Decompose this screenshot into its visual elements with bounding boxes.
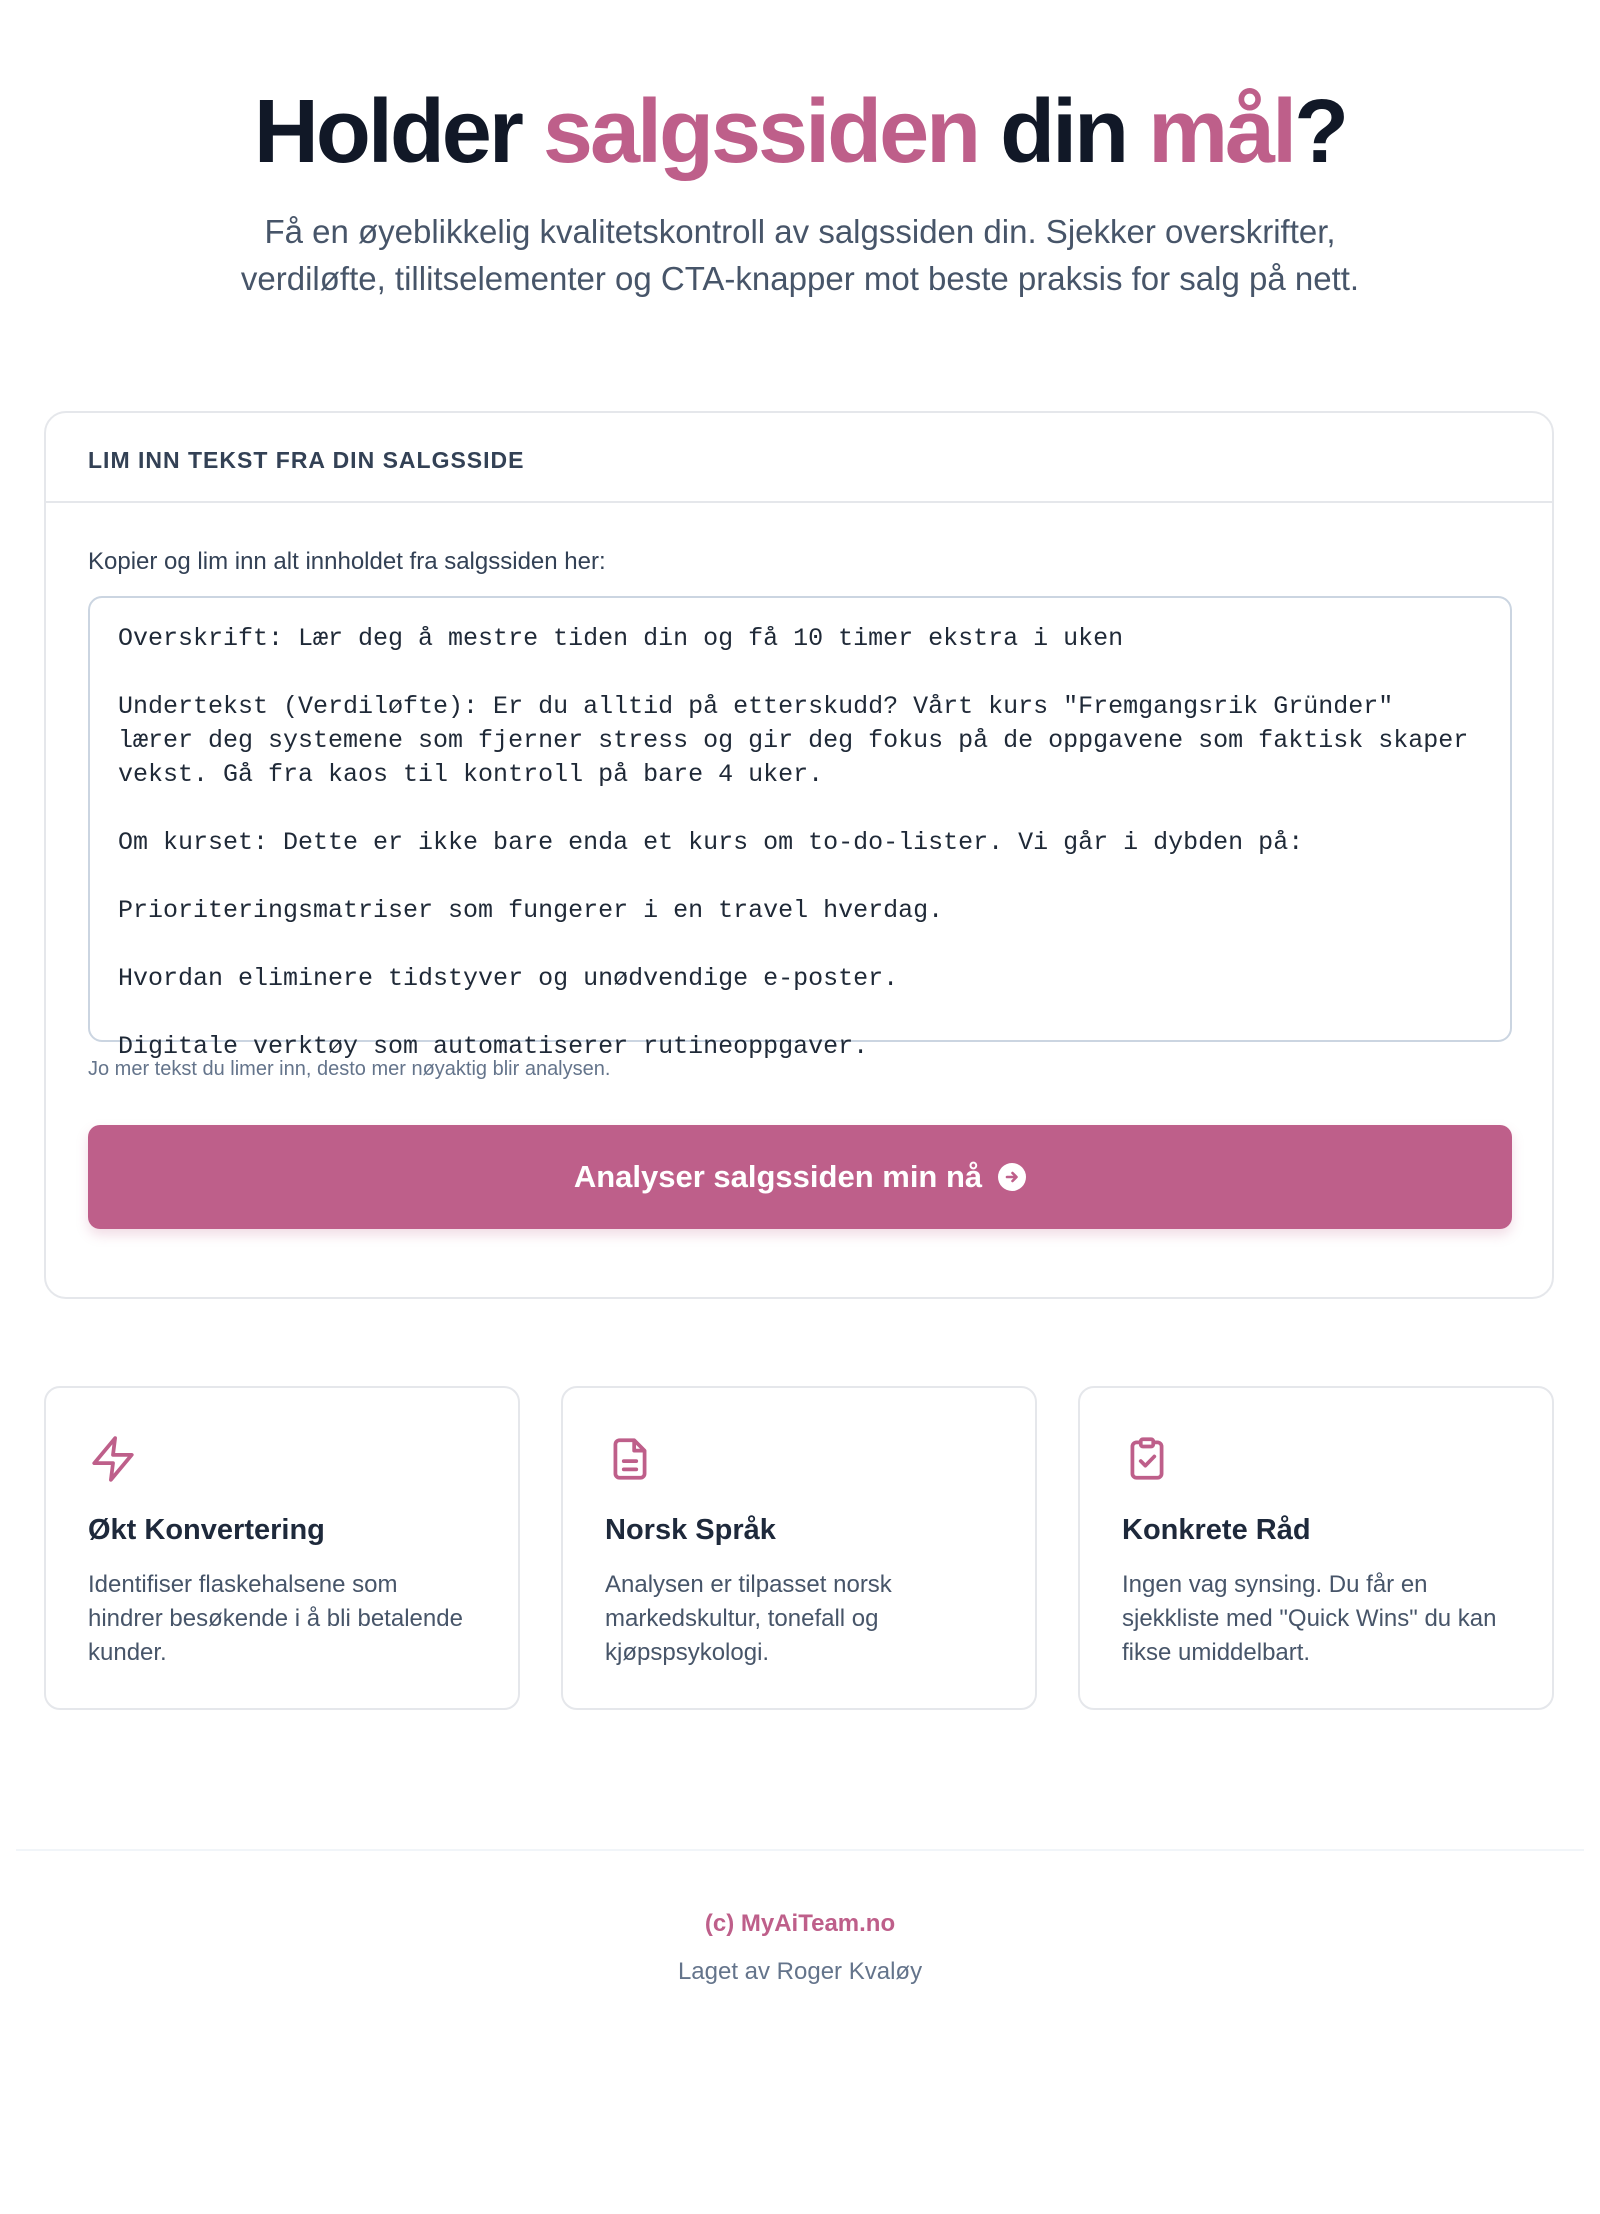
title-text-2: din <box>978 82 1149 182</box>
textarea-label: Kopier og lim inn alt innholdet fra salgssiden her: <box>88 548 606 575</box>
feature-description: Identifiser flaskehalsene som hindrer besøkende i å bli betalende kunder. <box>88 1571 463 1666</box>
feature-title: Norsk Språk <box>605 1514 776 1546</box>
input-hint: Jo mer tekst du limer inn, desto mer nøyaktig blir analysen. <box>88 1058 611 1080</box>
page-subtitle: Få en øyeblikkelig kvalitetskontroll av salgssiden din. Sjekker overskrifter, verdiløfte, tillitselementer og CTA-knapper mot beste praksis for salg på nett. <box>240 213 1360 297</box>
title-text-3: ? <box>1294 82 1347 182</box>
analyze-button-label: Analyser salgssiden min nå <box>573 1159 983 1194</box>
feature-description: Ingen vag synsing. Du får en sjekkliste med "Quick Wins" du kan fikse umiddelbart. <box>1122 1571 1497 1666</box>
title-accent-2: mål <box>1148 82 1295 182</box>
analyze-button[interactable] <box>88 1125 1512 1229</box>
footer-author: Laget av Roger Kvaløy <box>677 1958 923 1985</box>
feature-title: Økt Konvertering <box>88 1514 325 1546</box>
features-section <box>44 1386 1554 1710</box>
feature-card-language <box>561 1386 1037 1710</box>
page-title <box>0 78 1600 186</box>
title-text-1: Holder <box>253 82 543 182</box>
footer-brand-link[interactable]: (c) MyAiTeam.no <box>704 1910 896 1937</box>
card-header: LIM INN TEKST FRA DIN SALGSSIDE <box>46 413 1552 503</box>
clipboard-check-icon <box>1122 1434 1172 1484</box>
feature-title: Konkrete Råd <box>1122 1514 1311 1546</box>
sales-text-value: Overskrift: Lær deg å mestre tiden din og få 10 timer ekstra i uken Undertekst (Verdiløfte): Er du alltid på etterskudd? Vårt kurs "Fremgangsrik Gründer" lærer deg systemene som fjerner stress og gir deg fokus på de oppgavene som faktisk skaper vekst. Gå fra kaos til kontroll på bare 4 uker. Om kurset: Dette er ikke bare enda et kurs om to-do-lister. Vi går i dybden på: Prioriteringsmatriser som fungerer i en travel hverdag. Hvordan eliminere tidstyver og unødvendige e-poster. Digitale verktøy som automatiserer rutineoppgaver. <box>118 624 1469 1061</box>
feature-description: Analysen er tilpasset norsk markedskultur, tonefall og kjøpspsykologi. <box>605 1571 892 1666</box>
feature-card-advice <box>1078 1386 1554 1710</box>
sales-text-input[interactable] <box>88 596 1512 1061</box>
feature-card-conversion <box>44 1386 520 1710</box>
document-icon <box>605 1434 655 1484</box>
analysis-card <box>44 411 1554 1299</box>
arrow-right-circle-icon <box>998 1163 1026 1191</box>
hero-header <box>0 78 1600 302</box>
lightning-icon <box>88 1434 138 1484</box>
title-accent-1: salgssiden <box>542 82 979 182</box>
footer-divider <box>16 1849 1584 1851</box>
